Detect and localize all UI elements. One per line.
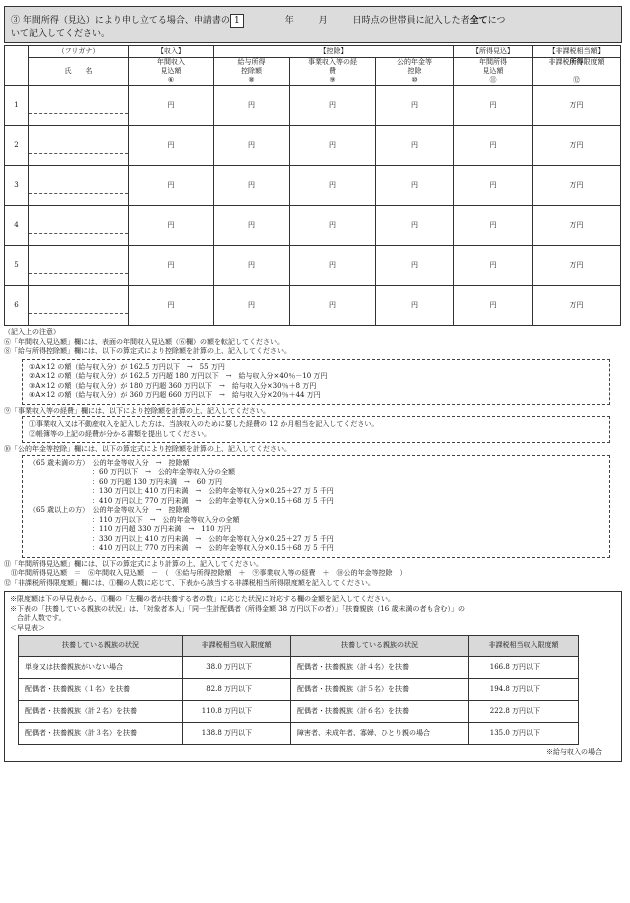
status-cell: 単身又は扶養親族がいない場合 bbox=[19, 657, 183, 679]
amount-cell[interactable]: 円 bbox=[454, 166, 533, 206]
amount-cell[interactable]: 円 bbox=[290, 126, 376, 166]
table-row bbox=[19, 701, 579, 723]
note-9: ⑨「事業収入等の経費」欄には、以下により控除額を計算の上、記入してください。 bbox=[4, 406, 270, 415]
name-cell[interactable] bbox=[29, 126, 129, 166]
name-cell[interactable] bbox=[29, 86, 129, 126]
name-cell[interactable] bbox=[29, 166, 129, 206]
amount-cell[interactable]: 円 bbox=[290, 166, 376, 206]
row-number: 1 bbox=[5, 86, 29, 126]
name-cell[interactable] bbox=[29, 206, 129, 246]
kana-field[interactable] bbox=[29, 257, 128, 274]
limit-amount-cell[interactable]: 万円 bbox=[533, 246, 621, 286]
table-row bbox=[5, 286, 621, 326]
nontax-group-header: 【非課税相当額】 bbox=[533, 46, 621, 58]
status-cell: 配偶者・扶養親族（計２名）を扶養 bbox=[19, 701, 183, 723]
amount-cell[interactable]: 円 bbox=[129, 166, 214, 206]
amount-cell[interactable]: 円 bbox=[454, 86, 533, 126]
status-cell: 配偶者・扶養親族（計４名）を扶養 bbox=[291, 657, 469, 679]
status-cell: 配偶者・扶養親族（計３名）を扶養 bbox=[19, 723, 183, 745]
form-page bbox=[4, 6, 622, 762]
name-cell[interactable] bbox=[29, 286, 129, 326]
pension-deduction-formula-box: （65 歳未満の方） 公的年金等収入分 → 控除額 ：60 万円以下 → 公的年金等収入分の全額 ：60 万円超 130 万円未満 → 60 万円 ：130 万円以上 410 万円未満 → 公的年金等収入分×0.25＋27 万 5 千円 ：410 万円以上 770 万円未満 → 公的年金等収入分×0.15＋68 万 5 千円 （65 歳以上の方） 公的年金等収入分 → 控除額 ：110 万円以下 → 公的年金等収入分の全額 ：110 万円超 330 万円未満 → 110 万円 ：330 万円以上 410 万円未満 → 公的年金等収入分×0.25＋27 万 5 千円 ：410 万円以上 770 万円未満 → 公的年金等収入分×0.15＋68 万 5 千円 bbox=[22, 455, 610, 558]
table-row bbox=[5, 166, 621, 206]
note-12: ⑫「非課税所得限度額」欄には、①欄の人数に応じて、下表から該当する非課税相当所得限度額を記入してください。 bbox=[4, 578, 375, 587]
amount-cell[interactable]: 円 bbox=[376, 286, 454, 326]
note-10: ⑩「公的年金等控除」欄には、以下の算定式により控除額を計算の上、記入してください。 bbox=[4, 445, 291, 453]
limit-cell: 82.8 万円以下 bbox=[183, 679, 291, 701]
table-row bbox=[5, 126, 621, 166]
quick-table: 扶養している親族の状況 非課税相当収入限度額 扶養している親族の状況 非課税相当収入限度額 単身又は扶養親族がいない場合 38.0 万円以下 配偶者・扶養親族（計４名）を扶養 166.8 万円以下 配偶者・扶養親族（１名）を扶養 82.8 万円以下 配偶者・扶養親族（計５名）を扶養 194.8 万円以下 配偶者・扶養親族（計２名）を扶養 110.8 万円以下 配偶者・扶養親族（計６名）を扶養 222.8 万円以下 配偶者・扶養親族（計３名）を扶養 138.8 万円以下 障害者、未成年者、寡婦、ひとり親の場合 135.0 万円以下 bbox=[18, 635, 579, 745]
section-header bbox=[4, 6, 622, 43]
row-number: 2 bbox=[5, 126, 29, 166]
amount-cell[interactable]: 円 bbox=[290, 86, 376, 126]
quick-table-footnote: ※給与収入の場合 bbox=[546, 748, 602, 756]
salary-deduction-formula-box: ①A×12 の額（給与収入分）が 162.5 万円以下 → 55 万円 ②A×12 の額（給与収入分）が 162.5 万円超 180 万円以下 → 給与収入分×40％－10 万円 ③A×12 の額（給与収入分）が 180 万円超 360 万円以下 → 給与収入分×30％＋8 万円 ④A×12 の額（給与収入分）が 360 万円超 660 万円以下 → 給与収入分×20％＋44 万円 bbox=[22, 359, 610, 405]
limit-quick-table-box: ※限度額は下の早見表から、①欄の「左欄の者が扶養する者の数」に応じた状況に対応する欄の金額を記入してください。 ※下表の「扶養している親族の状況」は、「対象者本人」「同一生計配偶者（所得金額 38 万円以下の者）」「扶養親族（16 歳未満の者も含む）」の 合計人数です。 ＜早見表＞ 扶養している親族の状況 非課税相当収入限度額 扶養している親族の状況 非課税相当収入限度額 単身又は扶養親族がいない場合 38.0 万円以下 配偶者・扶養親族（計４名）を扶養 166.8 万円以下 配偶者・扶養親族（１名）を扶養 82.8 万円以下 配偶者・扶養親族（計５名）を扶養 194.8 万円以下 配偶者・扶養親族（計２名）を扶養 110.8 万円以下 配偶者・扶養親族（計６名）を扶養 222.8 万円以下 配偶者・扶養親族（計３名）を扶養 138.8 万円以下 障害者、未成年者、寡婦、ひとり親の場合 135.0 万円以下 ※給与収入の場合 bbox=[4, 591, 622, 762]
table-row bbox=[19, 679, 579, 701]
reference-box[interactable]: 1 bbox=[230, 14, 244, 28]
amount-cell[interactable]: 円 bbox=[376, 206, 454, 246]
row-number: 3 bbox=[5, 166, 29, 206]
section-header-text: ③ 年間所得（見込）により申し立てる場合、申請書の 1 年 月 日時点の世帯員に記入した者全てにつ いて記入してください。 bbox=[11, 16, 506, 39]
quick-table-caption: ＜早見表＞ bbox=[10, 623, 45, 632]
amount-cell[interactable]: 円 bbox=[214, 126, 290, 166]
limit-amount-cell[interactable]: 万円 bbox=[533, 206, 621, 246]
amount-cell[interactable]: 円 bbox=[454, 206, 533, 246]
status-cell: 配偶者・扶養親族（計５名）を扶養 bbox=[291, 679, 469, 701]
note-11: ⑪「年間所得見込額」欄には、以下の算定式により計算の上、記入してください。 bbox=[4, 559, 263, 568]
row-number-header bbox=[5, 46, 29, 86]
limit-amount-cell[interactable]: 万円 bbox=[533, 286, 621, 326]
note-8: ⑧「給与所得控除額」欄には、以下の算定式により控除額を計算の上、記入してください。 bbox=[4, 347, 291, 355]
limit-cell: 135.0 万円以下 bbox=[469, 723, 579, 745]
amount-cell[interactable]: 円 bbox=[129, 206, 214, 246]
table-row bbox=[5, 86, 621, 126]
limit-amount-cell[interactable]: 万円 bbox=[533, 86, 621, 126]
table-row bbox=[5, 206, 621, 246]
amount-cell[interactable]: 円 bbox=[129, 86, 214, 126]
amount-cell[interactable]: 円 bbox=[376, 246, 454, 286]
name-cell[interactable] bbox=[29, 246, 129, 286]
amount-cell[interactable]: 円 bbox=[214, 246, 290, 286]
amount-cell[interactable]: 円 bbox=[454, 286, 533, 326]
amount-cell[interactable]: 円 bbox=[290, 246, 376, 286]
status-cell: 配偶者・扶養親族（計６名）を扶養 bbox=[291, 701, 469, 723]
pension-deduction-header: 公的年金等 控除 ⑩ bbox=[376, 58, 454, 86]
amount-cell[interactable]: 円 bbox=[129, 246, 214, 286]
amount-cell[interactable]: 円 bbox=[214, 286, 290, 326]
table-row bbox=[19, 657, 579, 679]
expense-note-box: ①事業収入又は不動産収入を記入した方は、当該収入のために要した経費の 12 か月相当を記入してください。 ②帳簿等の上記の経費が分かる書類を提出してください。 bbox=[22, 416, 610, 443]
table-row bbox=[19, 723, 579, 745]
section-number: ③ bbox=[11, 16, 21, 26]
limit-amount-cell[interactable]: 万円 bbox=[533, 126, 621, 166]
amount-cell[interactable]: 円 bbox=[214, 166, 290, 206]
income-table bbox=[4, 45, 621, 326]
row-number: 6 bbox=[5, 286, 29, 326]
amount-cell[interactable]: 円 bbox=[454, 246, 533, 286]
row-number: 4 bbox=[5, 206, 29, 246]
row-number: 5 bbox=[5, 246, 29, 286]
name-header: 氏 名 bbox=[29, 58, 129, 86]
business-expense-header: 事業収入等の経 費 ⑨ bbox=[290, 58, 376, 86]
amount-cell[interactable]: 円 bbox=[290, 206, 376, 246]
salary-deduction-header: 給与所得 控除額 ⑧ bbox=[214, 58, 290, 86]
kana-field[interactable] bbox=[29, 137, 128, 154]
income-forecast-group-header: 【所得見込】 bbox=[454, 46, 533, 58]
status-cell: 配偶者・扶養親族（１名）を扶養 bbox=[19, 679, 183, 701]
limit-cell: 110.8 万円以下 bbox=[183, 701, 291, 723]
status-cell: 障害者、未成年者、寡婦、ひとり親の場合 bbox=[291, 723, 469, 745]
amount-cell[interactable]: 円 bbox=[454, 126, 533, 166]
limit-cell: 166.8 万円以下 bbox=[469, 657, 579, 679]
kana-header: （フリガナ） bbox=[29, 46, 129, 58]
kana-field[interactable] bbox=[29, 97, 128, 114]
amount-cell[interactable]: 円 bbox=[129, 286, 214, 326]
notes-title: （記入上の注意） bbox=[4, 328, 60, 336]
amount-cell[interactable]: 円 bbox=[214, 206, 290, 246]
amount-cell[interactable]: 円 bbox=[376, 166, 454, 206]
instructions bbox=[4, 328, 622, 762]
limit-cell: 138.8 万円以下 bbox=[183, 723, 291, 745]
amount-cell[interactable]: 円 bbox=[129, 126, 214, 166]
income-group-header: 【収入】 bbox=[129, 46, 214, 58]
amount-cell[interactable]: 円 bbox=[376, 86, 454, 126]
table-row bbox=[5, 246, 621, 286]
limit-amount-cell[interactable]: 万円 bbox=[533, 166, 621, 206]
note-11-formula: ⑪年間所得見込額 ＝ ⑥年間収入見込額 － （ ⑧給与所得控除額 ＋ ⑨事業収入等の経費 ＋ ⑩公的年金等控除 ） bbox=[4, 569, 407, 577]
limit-cell: 222.8 万円以下 bbox=[469, 701, 579, 723]
amount-cell[interactable]: 円 bbox=[214, 86, 290, 126]
nontax-limit-header: 非課税所得限度額 ⑫ bbox=[533, 58, 621, 86]
kana-field[interactable] bbox=[29, 217, 128, 234]
annual-income-header: 年間収入 見込額 ⑥ bbox=[129, 58, 214, 86]
note-6: ⑥「年間収入見込額」欄には、表面の年間収入見込額（⑥欄）の額を転記してください。 bbox=[4, 337, 284, 346]
annual-income-forecast-header: 年間所得 見込額 ⑪ bbox=[454, 58, 533, 86]
deduction-group-header: 【控除】 bbox=[214, 46, 454, 58]
kana-field[interactable] bbox=[29, 177, 128, 194]
amount-cell[interactable]: 円 bbox=[290, 286, 376, 326]
limit-cell: 194.8 万円以下 bbox=[469, 679, 579, 701]
amount-cell[interactable]: 円 bbox=[376, 126, 454, 166]
kana-field[interactable] bbox=[29, 297, 128, 314]
limit-cell: 38.0 万円以下 bbox=[183, 657, 291, 679]
